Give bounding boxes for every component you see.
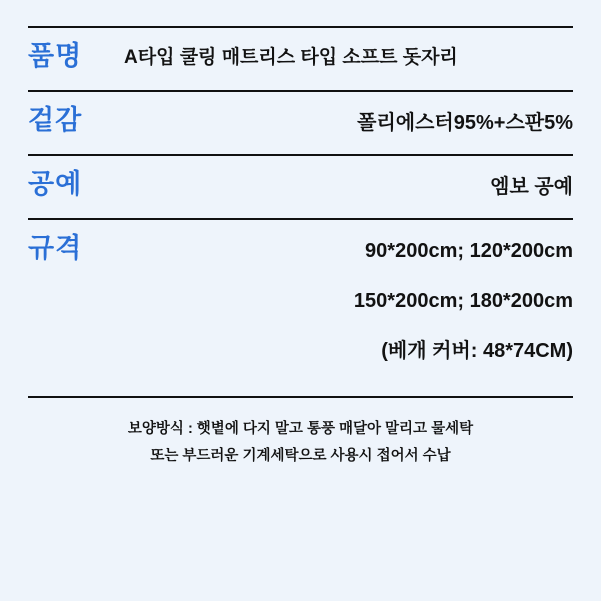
spec-label-fabric: 겉감 — [28, 105, 83, 135]
spec-value-line: 엠보 공예 — [490, 176, 573, 198]
spec-value-fabric — [120, 104, 573, 138]
spec-row-size — [28, 220, 573, 398]
spec-value-size — [120, 232, 573, 366]
care-instructions — [28, 398, 573, 470]
spec-value-line: A타입 쿨링 매트리스 타입 소프트 돗자리 — [124, 47, 458, 68]
spec-value-line: 폴리에스터95%+스판5% — [357, 112, 573, 134]
spec-row-craft — [28, 156, 573, 220]
spec-row-fabric — [28, 92, 573, 156]
spec-value-craft — [120, 168, 573, 202]
spec-label-craft: 공예 — [28, 169, 83, 199]
spec-value-line: 150*200cm; 180*200cm — [353, 290, 573, 312]
spec-row-name — [28, 26, 573, 92]
spec-value-line: 90*200cm; 120*200cm — [365, 240, 573, 262]
spec-label-size: 규격 — [28, 233, 83, 263]
spec-value-line: (베개 커버: 48*74CM) — [381, 340, 573, 362]
spec-value-name — [120, 40, 573, 73]
care-instructions-line: 또는 부드러운 기계세탁으로 사용시 접어서 수납 — [150, 447, 451, 464]
spec-label-name: 품명 — [28, 41, 83, 71]
care-instructions-line: 보양방식 : 햇볕에 다지 말고 통풍 매달아 말리고 물세탁 — [127, 421, 474, 437]
